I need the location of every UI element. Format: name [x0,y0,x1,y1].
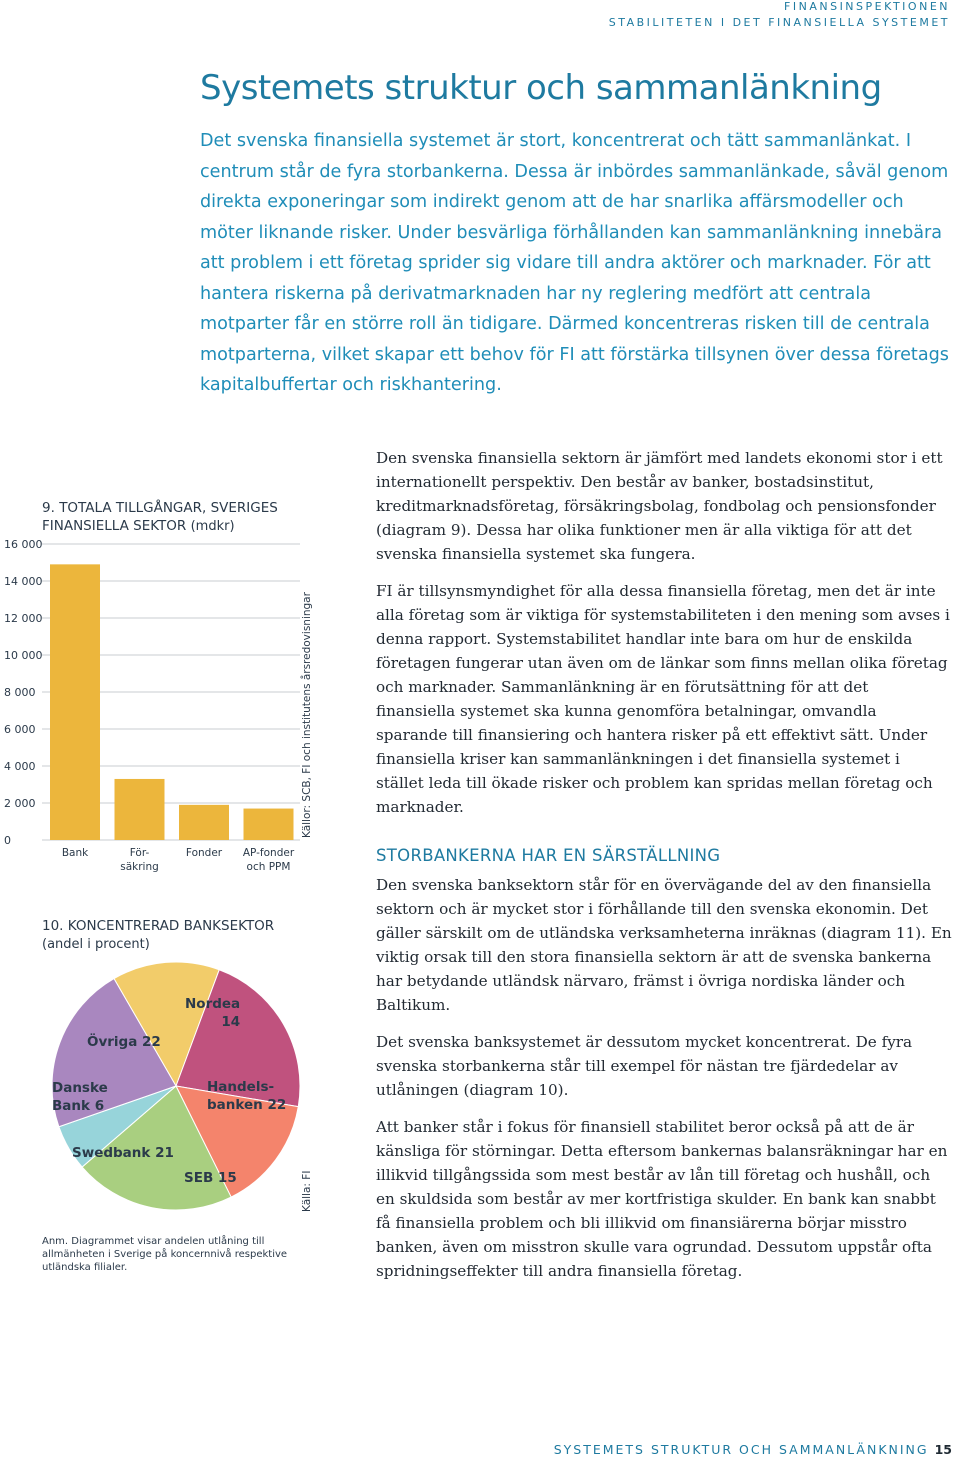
y-tick-label: 2 000 [4,797,36,810]
x-tick-label-line: AP-fonder [242,847,295,859]
body-paragraph-4: Det svenska banksystemet är dessutom mycket koncentrerat. De fyra svenska storbankerna står till exempel för nästan tre fjärdedelar av utlåningen (diagram 10). [376,1033,913,1099]
page-number: 15 [934,1442,952,1457]
body-paragraph-5: Att banker står i fokus för finansiell stabilitet beror också på att de är känsliga för störningar. Detta eftersom bankernas balansräkningar har en illikvid tillgångssida som mest består av lån till företag och hushåll, och en skuldsida som består av mer kortfristiga skulder. En bank kan snabbt få finansiella problem och bli illikvid om finansiärerna börjar misstro banken, även om misstron skulle vara ogrundad. Dessutom uppstår ofta spridningseffekter till andra finansiella företag. [376,1118,948,1280]
pie-chart-heading: KONCENTRERAD BANKSEKTOR [67,918,275,934]
x-tick-label [230,846,308,874]
bar [50,564,100,840]
pie-chart-subtitle: (andel i procent) [42,937,150,952]
y-tick-label: 4 000 [4,760,36,773]
y-tick-label: 8 000 [4,686,36,699]
publisher-name: FINANSINSPEKTIONEN [784,0,950,13]
bar [115,779,165,840]
intro-text [200,126,952,401]
bar-chart-heading: TOTALA TILLGÅNGAR, SVERIGES FINANSIELLA SEKTOR [42,500,278,534]
pie-slice-label [207,1078,286,1114]
bar-chart [0,530,320,880]
pie-chart-number: 10. [42,918,64,934]
report-name: STABILITETEN I DET FINANSIELLA SYSTEMET [608,16,950,29]
body-paragraph-3: Den svenska banksektorn står för en övervägande del av den finansiella sektorn och är mycket stor i förhållande till den svenska ekonomin. Det gäller särskilt om de utländska verksamheterna inräknas (diagram 11). En viktig orsak till den stora finansiella sektorn är att de svenska bankerna har betydande utländsk närvaro, främst i övriga nordiska länder och Baltikum. [376,876,952,1014]
bar [179,805,229,840]
pie-chart-source: Källa: FI [301,1170,313,1212]
y-tick-label: 6 000 [4,723,36,736]
body-paragraph-2: FI är tillsynsmyndighet för alla dessa finansiella företag, men det är inte alla företag som är viktiga för systemstabiliteten i den mening som avses i denna rapport. Systemstabilitet handlar inte bara om hur de enskilda företagen fungerar utan även om de länkar som finns mellan olika företag och marknader. Sammanlänkning är en förutsättning för att det finansiella systemet ska kunna genomföra betalningar, omvandla sparande till finansiering och hantera risker på ett effektivt sätt. Under finansiella kriser kan sammanlänkningen i det finansiella systemet i stället leda till ökade risker och problem kan spridas mellan företag och marknader. [376,582,950,816]
footer-label: SYSTEMETS STRUKTUR OCH SAMMANLÄNKNING [553,1442,929,1457]
pie-slice-label-line: banken 22 [207,1097,287,1113]
x-tick-label-line: Fonder [185,847,223,859]
pie-slice-label-line: Swedbank 21 [72,1145,174,1161]
pie-slice-label-line: Danske [52,1080,108,1096]
x-tick-label-line: och PPM [246,861,291,873]
y-tick-label: 10 000 [4,649,43,662]
bar-chart-number: 9. [42,500,55,516]
pie-slice-label-line: Övriga 22 [87,1034,161,1050]
y-tick-label: 16 000 [4,538,43,551]
bar-chart-bars [50,564,294,840]
body-paragraph-1: Den svenska finansiella sektorn är jämfört med landets ekonomi stor i ett internationellt perspektiv. Den består av banker, bostadsinstitut, kreditmarknadsföretag, försäkringsbolag, fondbolag och pensionsfonder (diagram 9). Dessa har olika funktioner men är alla viktiga för att det svenska finansiella systemet ska fungera. [376,449,943,563]
pie-slice-label-line: Bank 6 [52,1098,105,1114]
pie-slice-label-line: Handels- [207,1079,275,1095]
pie-slice-label-line: Nordea [185,996,241,1012]
body-column-top [376,446,952,832]
bar-chart-unit: (mdkr) [190,519,235,534]
bar [244,809,294,840]
intro-paragraph: Det svenska finansiella systemet är stort, koncentrerat och tätt sammanlänkat. I centrum står de fyra storbankerna. Dessa är inbördes sammanlänkade, såväl genom direkta exponeringar som indirekt genom att de har snarlika affärsmodeller och möter liknande risker. Under besvärliga förhållanden kan sammanlänkning innebära att problem i ett företag sprider sig vidare till andra aktörer och marknader. För att hantera riskerna på derivatmarknaden har ny reglering medfört att centrala motparter får en större roll än tidigare. Därmed koncentreras risken till de centrala motparterna, vilket skapar ett behov för FI att förstärka tillsynen över dessa företags kapitalbuffertar och riskhantering. [200,131,949,395]
section-subheading: STORBANKERNA HAR EN SÄRSTÄLLNING [376,846,721,865]
pie-slice-label [184,1169,237,1187]
bar-chart-y-axis [4,538,43,847]
pie-slice-label-line: SEB 15 [184,1170,237,1186]
x-tick-label-line: För- [129,847,150,859]
pie-slice-label [52,1079,108,1115]
y-tick-label: 12 000 [4,612,43,625]
y-tick-label: 14 000 [4,575,43,588]
pie-slice-label [87,1033,161,1051]
pie-chart-title [42,917,312,954]
pie-slice-label [185,995,240,1031]
pie-slice-label-line: 14 [221,1014,241,1030]
x-tick-label-line: säkring [120,861,159,873]
body-column-bottom [376,873,952,1296]
page-footer [554,1442,952,1461]
pie-slice-label [72,1144,174,1162]
x-tick-label-line: Bank [61,847,89,859]
y-tick-label: 0 [4,834,11,847]
pie-chart-note: Anm. Diagrammet visar andelen utlåning till allmänheten i Sverige på koncernnivå respektive utländska filialer. [42,1236,288,1273]
bar-chart-source: Källor: SCB, FI och institutens årsredovisningar [301,592,313,838]
page-title: Systemets struktur och sammanlänkning [200,68,882,108]
